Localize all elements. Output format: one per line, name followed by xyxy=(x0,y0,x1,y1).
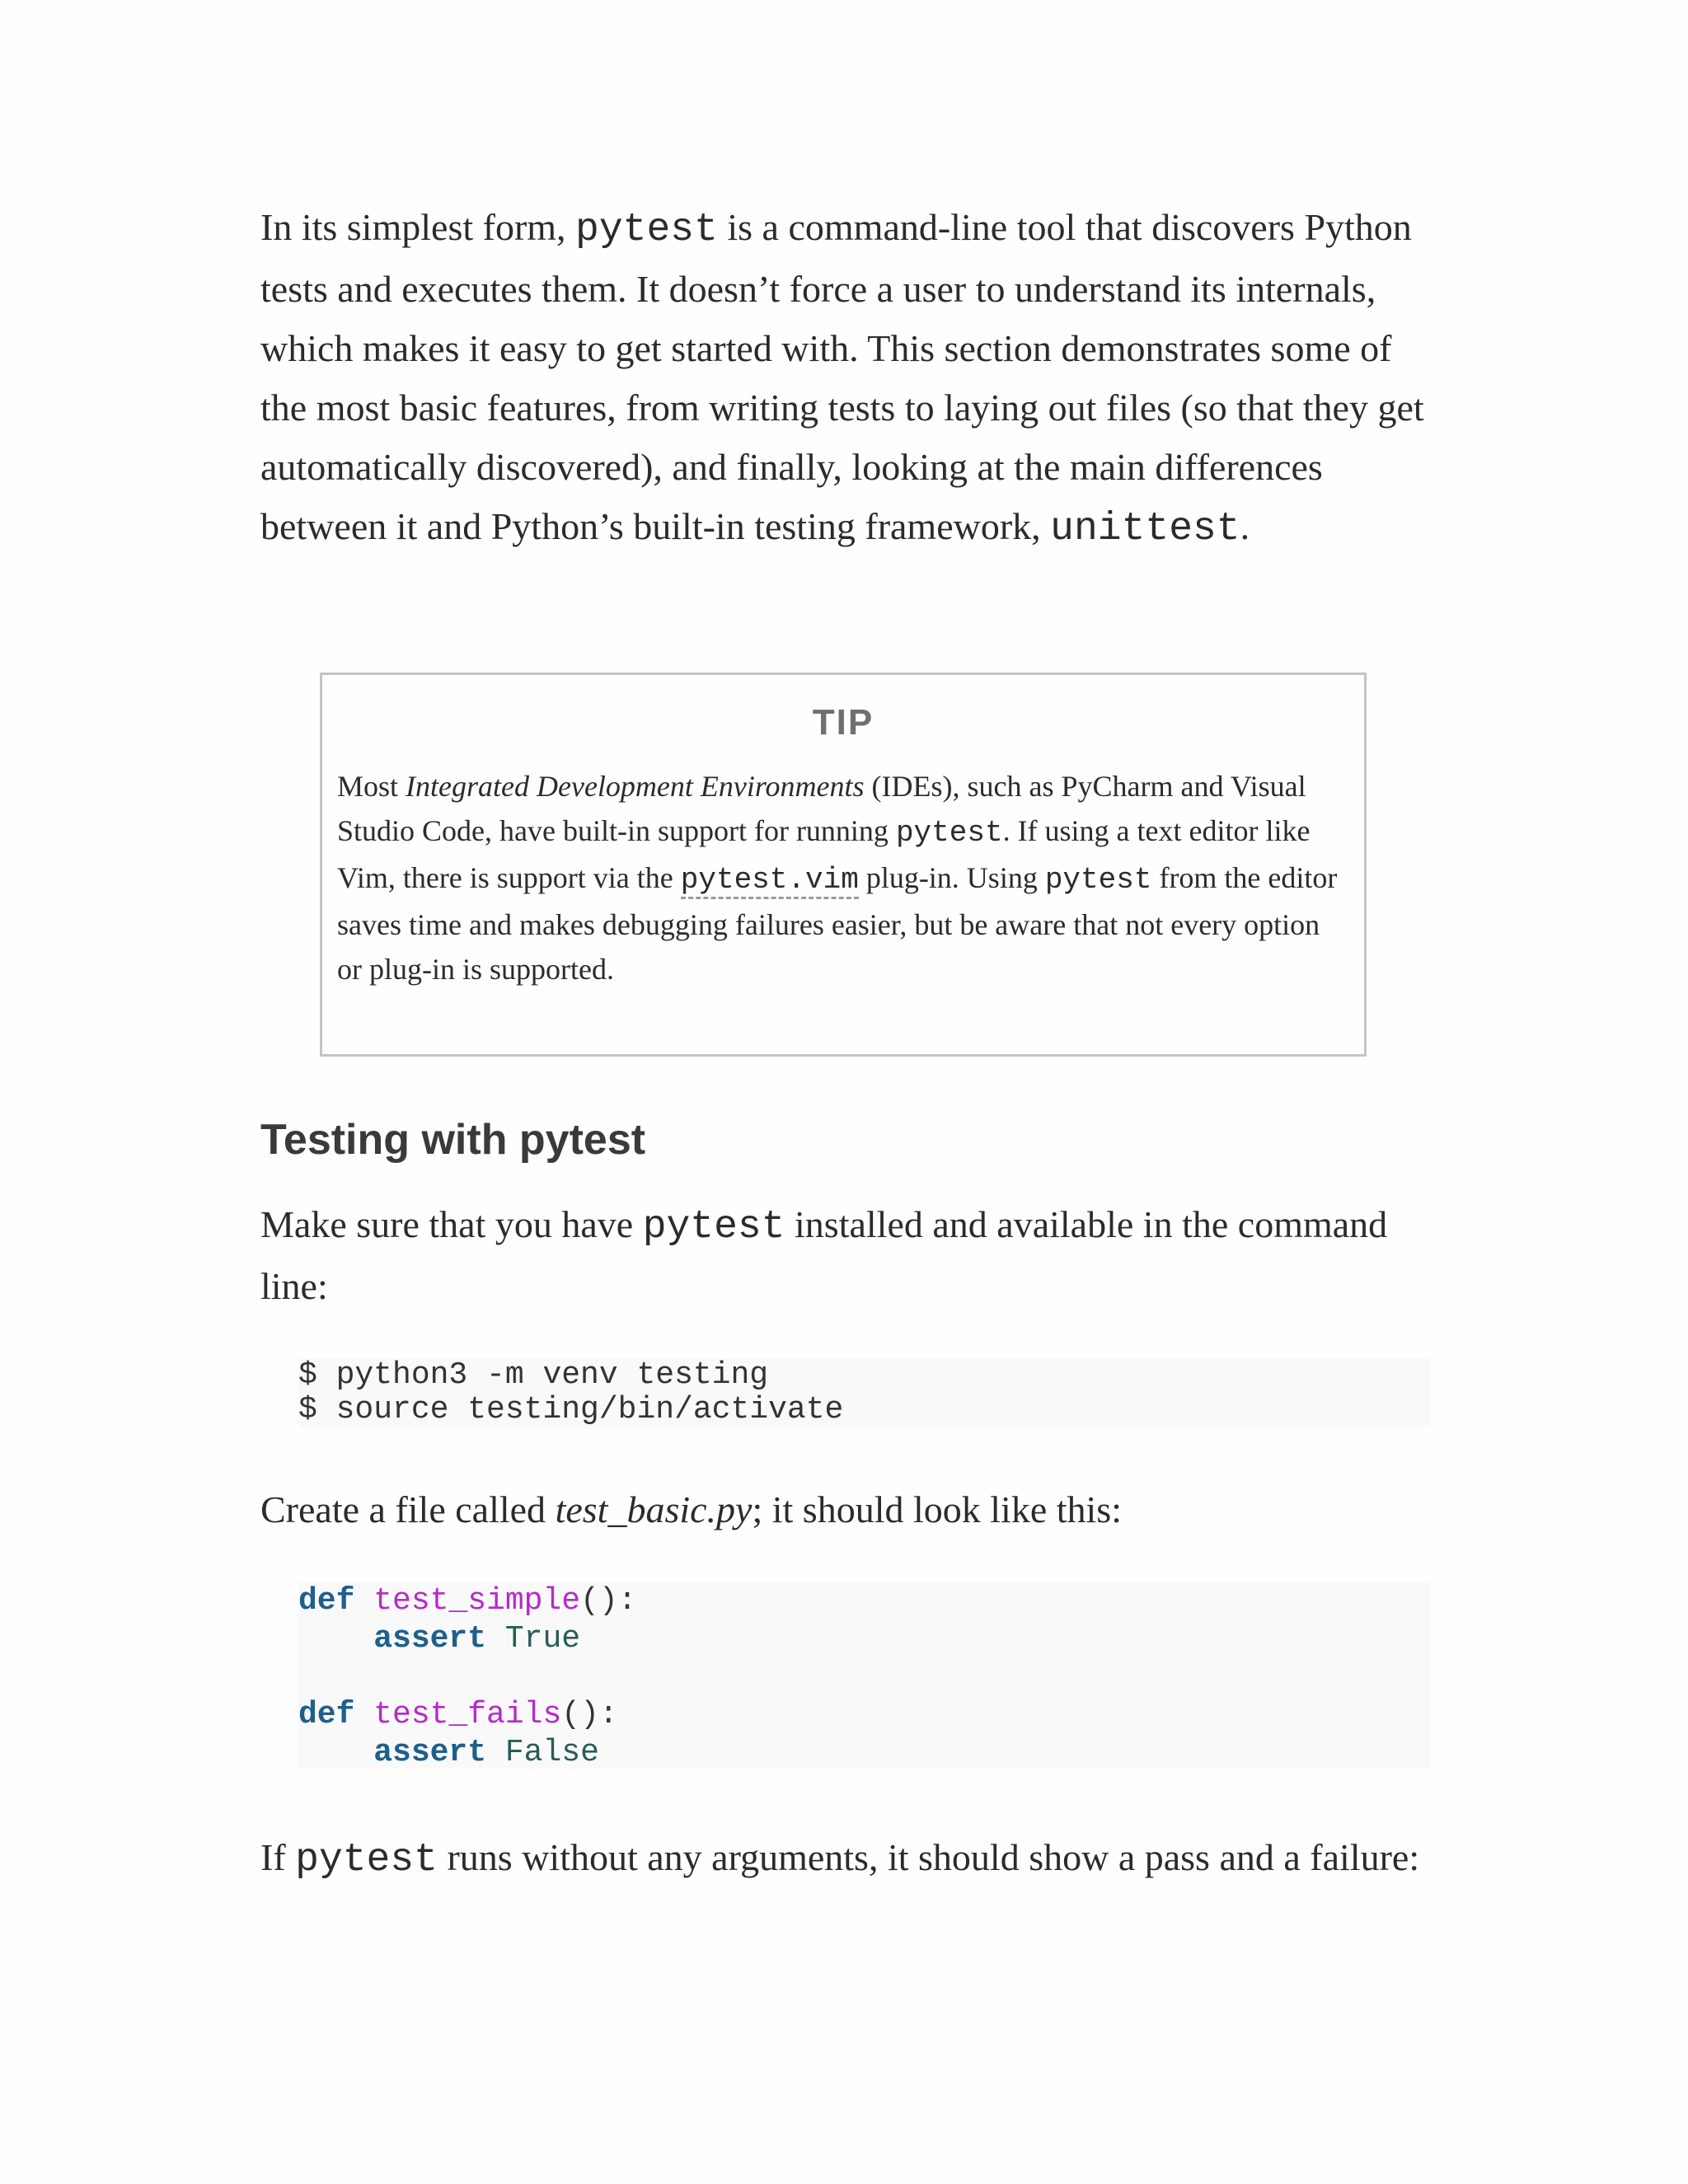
keyword-assert: assert xyxy=(373,1621,487,1657)
constant-false: False xyxy=(504,1735,599,1770)
tip-inline-code-pytest-2: pytest xyxy=(1044,863,1152,897)
section-heading: Testing with pytest xyxy=(260,1116,646,1164)
intro-text-2: is a command-line tool that discovers Python tests and executes them. It doesn’t force a user to understand its internals, which makes it easy to get started with. This section demonstrates some of the most basic features, from writing tests to laying out files (so that they get automatically discovered), and finally, looking at the main differences between it and Python’s built-in testing framework, xyxy=(260,206,1424,547)
run-paragraph xyxy=(260,1828,1431,1890)
create-file-paragraph xyxy=(260,1480,1431,1540)
tip-emphasis-ide: Integrated Development Environments xyxy=(406,770,865,803)
tip-body xyxy=(337,764,1348,991)
paren-colon-2: (): xyxy=(561,1697,618,1732)
paren-colon: (): xyxy=(580,1583,637,1619)
tip-text-1: Most xyxy=(337,770,406,803)
keyword-def: def xyxy=(298,1583,355,1619)
shell-line-1: $ python3 -m venv testing xyxy=(298,1357,769,1393)
shell-code-block xyxy=(298,1358,1431,1427)
create-text-1: Create a file called xyxy=(260,1488,556,1530)
tip-box xyxy=(320,673,1367,1057)
intro-paragraph xyxy=(260,198,1431,559)
tip-text-3: . If using a text editor like Vim, there is support via the xyxy=(337,814,1311,894)
tip-title: TIP xyxy=(812,702,874,743)
python-code-block xyxy=(298,1582,1431,1769)
tip-text-4: plug-in. Using xyxy=(858,861,1045,894)
run-text-2: runs without any arguments, it should show a pass and a failure: xyxy=(437,1836,1420,1878)
install-inline-code-pytest: pytest xyxy=(642,1205,785,1249)
filename-emphasis: test_basic.py xyxy=(555,1488,753,1530)
keyword-def-2: def xyxy=(298,1697,355,1732)
create-text-2: ; it should look like this: xyxy=(752,1488,1122,1530)
function-name-test-simple: test_simple xyxy=(373,1583,581,1619)
shell-line-2: $ source testing/bin/activate xyxy=(298,1392,844,1427)
install-paragraph xyxy=(260,1195,1431,1316)
run-inline-code-pytest: pytest xyxy=(295,1838,438,1882)
function-name-test-fails: test_fails xyxy=(373,1697,562,1732)
keyword-assert-2: assert xyxy=(373,1735,487,1770)
intro-text-1: In its simplest form, xyxy=(260,206,576,248)
intro-text-3: . xyxy=(1240,505,1250,547)
install-text-1: Make sure that you have xyxy=(260,1203,643,1245)
tip-inline-code-pytest: pytest xyxy=(895,816,1003,850)
tip-text-5: from the editor saves time and makes debugging failures easier, but be aware that not every option or plug-in is supported. xyxy=(337,861,1338,986)
inline-code-unittest: unittest xyxy=(1050,507,1240,551)
tip-text-2: (IDEs), such as PyCharm and Visual Studio Code, have built-in support for running xyxy=(337,770,1306,847)
run-text-1: If xyxy=(260,1836,296,1878)
pytest-vim-link[interactable]: pytest.vim xyxy=(681,863,859,899)
constant-true: True xyxy=(504,1621,581,1657)
install-text-2: installed and available in the command line: xyxy=(260,1203,1388,1307)
inline-code-pytest: pytest xyxy=(575,208,718,252)
